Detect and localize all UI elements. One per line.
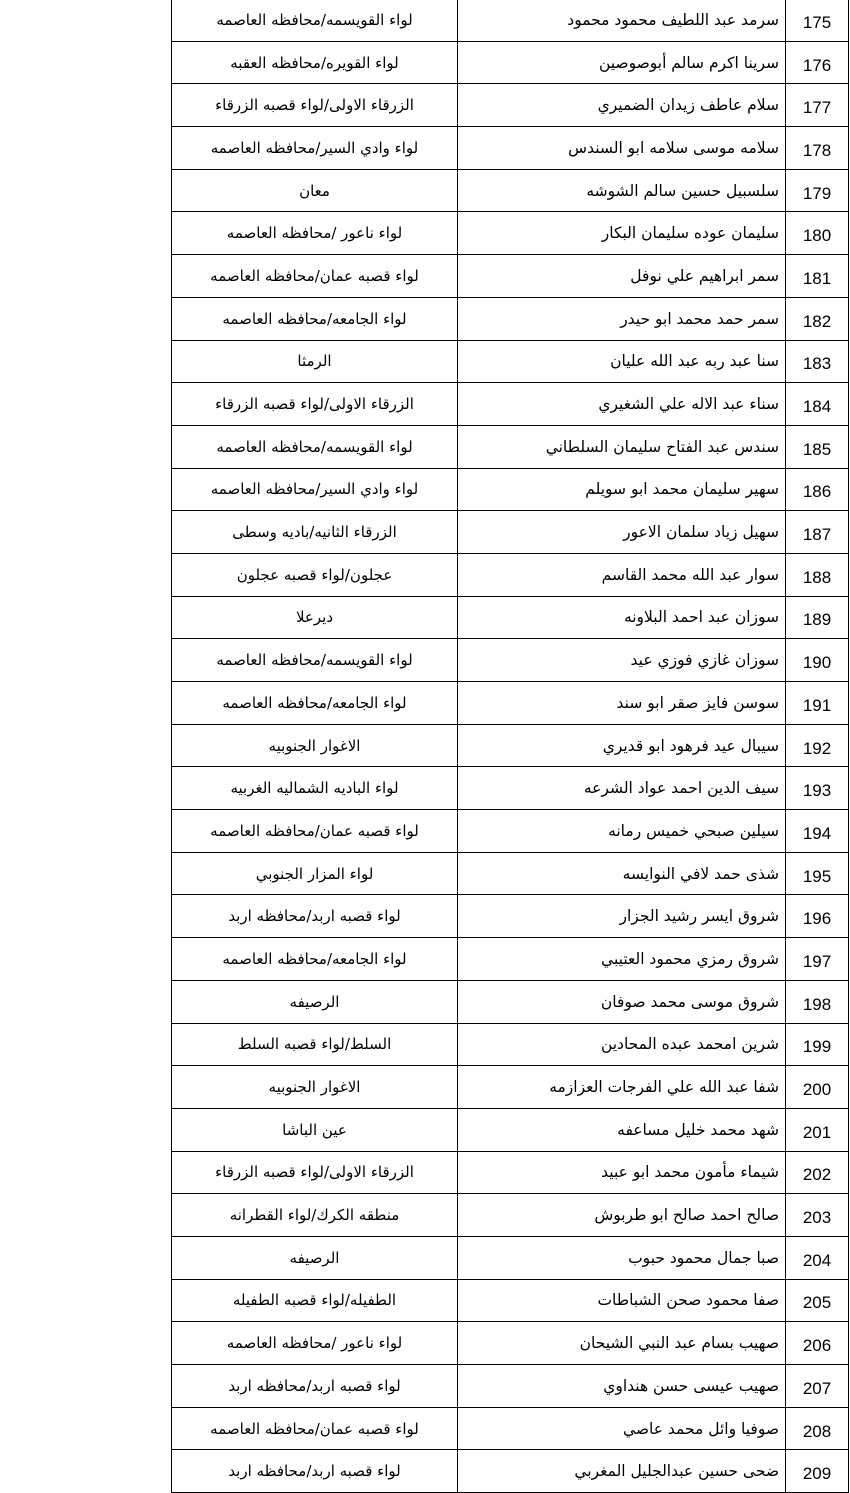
number-cell: 177	[786, 84, 849, 127]
number-cell: 203	[786, 1194, 849, 1237]
number-cell: 202	[786, 1151, 849, 1194]
address-cell: لواء المزار الجنوبي	[172, 852, 458, 895]
address-cell: لواء قصبه عمان/محافظه العاصمه	[172, 255, 458, 298]
table-row	[172, 810, 849, 853]
name-cell: سليمان عوده سليمان البكار	[458, 212, 786, 255]
table-row	[172, 938, 849, 981]
table-row	[172, 255, 849, 298]
number-cell: 184	[786, 383, 849, 426]
number-cell: 206	[786, 1322, 849, 1365]
table-row	[172, 895, 849, 938]
address-cell: لواء وادي السير/محافظه العاصمه	[172, 468, 458, 511]
address-cell: لواء القويسمه/محافظه العاصمه	[172, 425, 458, 468]
address-cell: لواء قصبه اربد/محافظه اربد	[172, 895, 458, 938]
address-cell: لواء القويسمه/محافظه العاصمه	[172, 0, 458, 41]
table-row	[172, 511, 849, 554]
name-cell: سناء عبد الاله علي الشغيري	[458, 383, 786, 426]
name-cell: شفا عبد الله علي الفرجات العزازمه	[458, 1066, 786, 1109]
address-cell: الاغوار الجنوبيه	[172, 1066, 458, 1109]
name-cell: شروق موسى محمد صوفان	[458, 980, 786, 1023]
number-cell: 197	[786, 938, 849, 981]
table-row	[172, 1322, 849, 1365]
name-cell: سرمد عبد اللطيف محمود محمود	[458, 0, 786, 41]
name-cell: سوزان عبد احمد البلاونه	[458, 596, 786, 639]
address-cell: عين الباشا	[172, 1108, 458, 1151]
number-cell: 185	[786, 425, 849, 468]
name-cell: سهيل زياد سلمان الاعور	[458, 511, 786, 554]
table-row	[172, 212, 849, 255]
address-cell: لواء قصبه عمان/محافظه العاصمه	[172, 810, 458, 853]
table-row	[172, 1023, 849, 1066]
name-cell: سرينا اكرم سالم أبوصوصين	[458, 41, 786, 84]
name-cell: سيبال عيد فرهود ابو قديري	[458, 724, 786, 767]
name-cell: صبا جمال محمود حبوب	[458, 1236, 786, 1279]
number-cell: 195	[786, 852, 849, 895]
table-row	[172, 169, 849, 212]
address-cell: الزرقاء الثانيه/باديه وسطى	[172, 511, 458, 554]
number-cell: 204	[786, 1236, 849, 1279]
name-cell: شروق رمزي محمود العتيبي	[458, 938, 786, 981]
table-row	[172, 340, 849, 383]
table-row	[172, 41, 849, 84]
table-row	[172, 0, 849, 41]
number-cell: 179	[786, 169, 849, 212]
address-cell: لواء قصبه عمان/محافظه العاصمه	[172, 1407, 458, 1450]
number-cell: 200	[786, 1066, 849, 1109]
table-row	[172, 852, 849, 895]
name-cell: سوسن فايز صقر ابو سند	[458, 682, 786, 725]
number-cell: 176	[786, 41, 849, 84]
table-row	[172, 767, 849, 810]
address-cell: لواء ناعور /محافظه العاصمه	[172, 212, 458, 255]
address-cell: الاغوار الجنوبيه	[172, 724, 458, 767]
name-cell: صوفيا وائل محمد عاصي	[458, 1407, 786, 1450]
name-cell: سلامه موسى سلامه ابو السندس	[458, 127, 786, 170]
address-cell: عجلون/لواء قصبه عجلون	[172, 553, 458, 596]
number-cell: 192	[786, 724, 849, 767]
number-cell: 186	[786, 468, 849, 511]
address-cell: السلط/لواء قصبه السلط	[172, 1023, 458, 1066]
name-cell: صفا محمود صحن الشباطات	[458, 1279, 786, 1322]
name-cell: صالح احمد صالح ابو طربوش	[458, 1194, 786, 1237]
address-cell: لواء القويره/محافظه العقبه	[172, 41, 458, 84]
names-table-body	[172, 0, 849, 1493]
name-cell: سلام عاطف زيدان الضميري	[458, 84, 786, 127]
number-cell: 196	[786, 895, 849, 938]
table-row	[172, 127, 849, 170]
number-cell: 193	[786, 767, 849, 810]
name-cell: سيلين صبحي خميس رمانه	[458, 810, 786, 853]
table-row	[172, 1066, 849, 1109]
table-row	[172, 1365, 849, 1408]
table-row	[172, 383, 849, 426]
name-cell: شروق ايسر رشيد الجزار	[458, 895, 786, 938]
address-cell: لواء الجامعه/محافظه العاصمه	[172, 297, 458, 340]
name-cell: شيماء مأمون محمد ابو عبيد	[458, 1151, 786, 1194]
name-cell: سمر حمد محمد ابو حيدر	[458, 297, 786, 340]
table-row	[172, 1279, 849, 1322]
address-cell: الرصيفه	[172, 1236, 458, 1279]
table-row	[172, 468, 849, 511]
name-cell: سندس عبد الفتاح سليمان السلطاني	[458, 425, 786, 468]
number-cell: 178	[786, 127, 849, 170]
table-row	[172, 682, 849, 725]
number-cell: 190	[786, 639, 849, 682]
table-row	[172, 297, 849, 340]
name-cell: ضحى حسين عبدالجليل المغربي	[458, 1450, 786, 1493]
address-cell: لواء قصبه اربد/محافظه اربد	[172, 1450, 458, 1493]
name-cell: شهد محمد خليل مساعفه	[458, 1108, 786, 1151]
number-cell: 180	[786, 212, 849, 255]
name-cell: شذى حمد لافي النوايسه	[458, 852, 786, 895]
table-row	[172, 84, 849, 127]
names-table	[171, 0, 849, 1493]
address-cell: لواء ناعور /محافظه العاصمه	[172, 1322, 458, 1365]
number-cell: 183	[786, 340, 849, 383]
address-cell: الزرقاء الاولى/لواء قصبه الزرقاء	[172, 84, 458, 127]
table-row	[172, 1450, 849, 1493]
table-row	[172, 425, 849, 468]
number-cell: 182	[786, 297, 849, 340]
number-cell: 208	[786, 1407, 849, 1450]
table-row	[172, 639, 849, 682]
table-row	[172, 1151, 849, 1194]
table-row	[172, 1194, 849, 1237]
name-cell: سمر ابراهيم علي نوفل	[458, 255, 786, 298]
address-cell: لواء الجامعه/محافظه العاصمه	[172, 938, 458, 981]
number-cell: 187	[786, 511, 849, 554]
address-cell: الزرقاء الاولى/لواء قصبه الزرقاء	[172, 383, 458, 426]
address-cell: الطفيله/لواء قصبه الطفيله	[172, 1279, 458, 1322]
address-cell: معان	[172, 169, 458, 212]
address-cell: الرمثا	[172, 340, 458, 383]
table-row	[172, 1108, 849, 1151]
name-cell: شرين امحمد عبده المحادين	[458, 1023, 786, 1066]
number-cell: 175	[786, 0, 849, 41]
number-cell: 181	[786, 255, 849, 298]
table-row	[172, 596, 849, 639]
name-cell: سوار عبد الله محمد القاسم	[458, 553, 786, 596]
name-cell: سلسبيل حسين سالم الشوشه	[458, 169, 786, 212]
address-cell: الرصيفه	[172, 980, 458, 1023]
name-cell: صهيب بسام عبد النبي الشيحان	[458, 1322, 786, 1365]
number-cell: 209	[786, 1450, 849, 1493]
name-cell: صهيب عيسى حسن هنداوي	[458, 1365, 786, 1408]
address-cell: لواء قصبه اربد/محافظه اربد	[172, 1365, 458, 1408]
table-row	[172, 980, 849, 1023]
address-cell: الزرقاء الاولى/لواء قصبه الزرقاء	[172, 1151, 458, 1194]
number-cell: 189	[786, 596, 849, 639]
address-cell: لواء وادي السير/محافظه العاصمه	[172, 127, 458, 170]
table-row	[172, 1407, 849, 1450]
table-row	[172, 553, 849, 596]
address-cell: منطقه الكرك/لواء القطرانه	[172, 1194, 458, 1237]
table-row	[172, 1236, 849, 1279]
number-cell: 207	[786, 1365, 849, 1408]
number-cell: 191	[786, 682, 849, 725]
address-cell: لواء القويسمه/محافظه العاصمه	[172, 639, 458, 682]
number-cell: 201	[786, 1108, 849, 1151]
name-cell: سوزان غازي فوزي عيد	[458, 639, 786, 682]
name-cell: سهير سليمان محمد ابو سويلم	[458, 468, 786, 511]
name-cell: سنا عبد ربه عبد الله عليان	[458, 340, 786, 383]
table-row	[172, 724, 849, 767]
number-cell: 194	[786, 810, 849, 853]
address-cell: لواء الباديه الشماليه الغربيه	[172, 767, 458, 810]
number-cell: 199	[786, 1023, 849, 1066]
number-cell: 188	[786, 553, 849, 596]
number-cell: 198	[786, 980, 849, 1023]
address-cell: لواء الجامعه/محافظه العاصمه	[172, 682, 458, 725]
address-cell: ديرعلا	[172, 596, 458, 639]
number-cell: 205	[786, 1279, 849, 1322]
name-cell: سيف الدين احمد عواد الشرعه	[458, 767, 786, 810]
